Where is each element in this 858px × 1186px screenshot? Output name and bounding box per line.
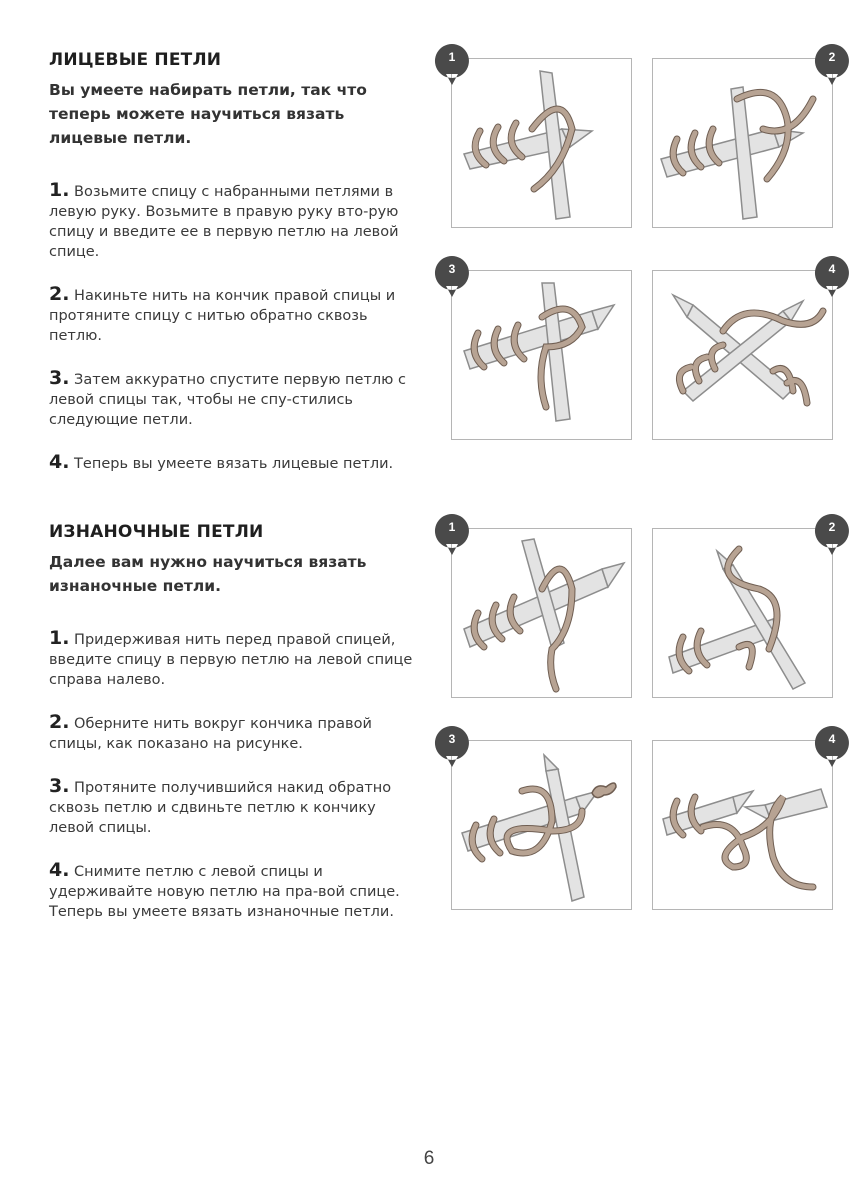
step-text: Протяните получившийся накид обратно сквозь петлю и сдвиньте петлю к кончику левой спицы. [49, 780, 392, 836]
step-text: Теперь вы умеете вязать лицевые петли. [69, 456, 394, 472]
purl-intro: Далее вам нужно научиться вязать изнаночные петли. [49, 553, 367, 595]
knit-section [49, 50, 419, 496]
step-number: 3. [49, 367, 70, 389]
knit-step-4 [49, 452, 419, 474]
step-badge-knit-4: 4 [814, 255, 850, 298]
knitting-needles-icon [452, 59, 633, 229]
purl-step-1 [49, 628, 419, 690]
knitting-needles-icon [653, 529, 834, 699]
arrow-icon [592, 783, 616, 798]
knit-step-2 [49, 284, 419, 346]
knit-intro: Вы умеете набирать петли, так что теперь можете научиться вязать лицевые петли. [49, 81, 367, 147]
step-number: 3. [49, 775, 70, 797]
knitting-needles-icon [452, 741, 633, 911]
step-badge-purl-4: 4 [814, 725, 850, 768]
step-badge-purl-3: 3 [434, 725, 470, 768]
knit-illustration-4 [652, 270, 833, 440]
page-number: 6 [423, 1148, 435, 1169]
step-badge-purl-1: 1 [434, 513, 470, 556]
purl-step-3 [49, 776, 419, 838]
step-badge-knit-1: 1 [434, 43, 470, 86]
step-text: Накиньте нить на кончик правой спицы и протяните спицу с нитью обратно сквозь петлю. [49, 288, 396, 344]
knitting-needles-icon [452, 529, 633, 699]
knit-step-1 [49, 180, 419, 262]
step-text: Затем аккуратно спустите первую петлю с левой спицы так, чтобы не спу-стились следующие петли. [49, 372, 406, 428]
step-text: Оберните нить вокруг кончика правой спицы, как показано на рисунке. [49, 716, 372, 752]
knitting-needles-icon [452, 271, 633, 441]
step-number: 2. [49, 711, 70, 733]
purl-illustration-4 [652, 740, 833, 910]
step-badge-knit-2: 2 [814, 43, 850, 86]
step-number: 1. [49, 627, 70, 649]
purl-illustration-2 [652, 528, 833, 698]
step-badge-knit-3: 3 [434, 255, 470, 298]
step-badge-purl-2: 2 [814, 513, 850, 556]
step-number: 2. [49, 283, 70, 305]
knitting-needles-icon [653, 59, 834, 229]
purl-step-4 [49, 860, 419, 922]
knit-illustration-3 [451, 270, 632, 440]
step-text: Снимите петлю с левой спицы и удерживайте новую петлю на пра-вой спице. Теперь вы умеете вязать изнаночные петли. [49, 864, 400, 920]
knit-title: ЛИЦЕВЫЕ ПЕТЛИ [49, 50, 222, 70]
knit-illustration-2 [652, 58, 833, 228]
purl-title: ИЗНАНОЧНЫЕ ПЕТЛИ [49, 522, 264, 542]
knitting-needles-icon [653, 271, 834, 441]
step-number: 1. [49, 179, 70, 201]
knit-illustration-1 [451, 58, 632, 228]
knit-step-3 [49, 368, 419, 430]
step-number: 4. [49, 859, 70, 881]
step-number: 4. [49, 451, 70, 473]
purl-section [49, 522, 419, 944]
step-text: Придерживая нить перед правой спицей, введите спицу в первую петлю на левой спице справа налево. [49, 632, 413, 688]
knitting-needles-icon [653, 741, 834, 911]
purl-illustration-1 [451, 528, 632, 698]
purl-step-2 [49, 712, 419, 754]
purl-illustration-3 [451, 740, 632, 910]
step-text: Возьмите спицу с набранными петлями в левую руку. Возьмите в правую руку вто-рую спицу и введите ее в первую петлю на левой спице. [49, 184, 399, 260]
